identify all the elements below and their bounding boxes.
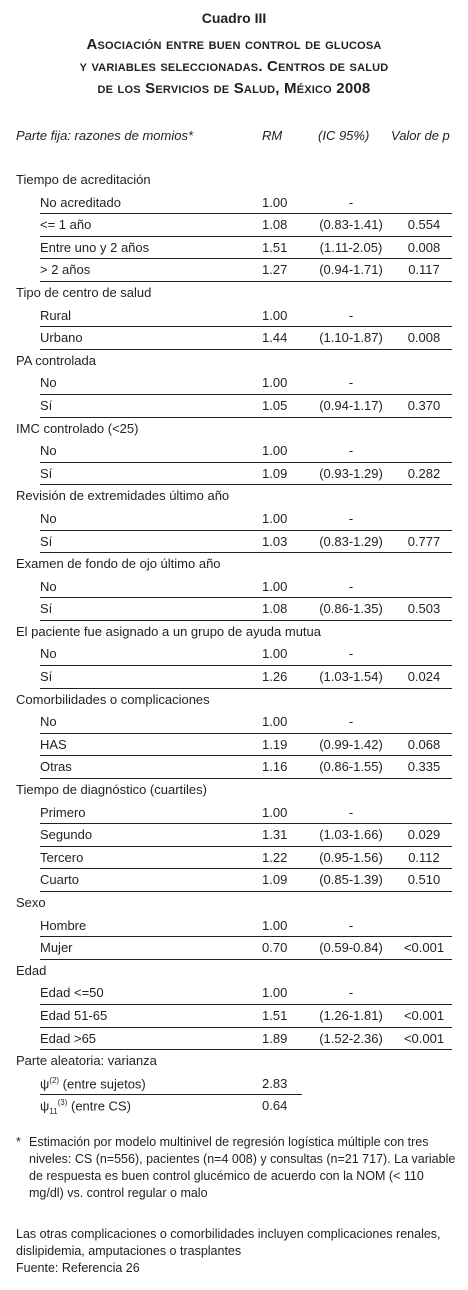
row-label: Segundo [40, 827, 93, 843]
rm-value: 1.00 [262, 714, 288, 730]
ci-value: (1.03-1.54) [319, 669, 383, 685]
p-value: <0.001 [403, 1007, 445, 1023]
table-row [0, 915, 468, 938]
group-row [0, 418, 468, 441]
group-label: Comorbilidades o complicaciones [16, 691, 210, 707]
row-label: Rural [40, 307, 72, 323]
p-value: 0.510 [407, 872, 441, 888]
psi-subscript: 11 [49, 1107, 58, 1117]
group-label: Sexo [16, 895, 46, 910]
table-row [0, 237, 468, 260]
rm-value: 1.51 [262, 1007, 288, 1023]
rm-value: 1.00 [262, 804, 288, 820]
group-row [0, 350, 468, 373]
table-row [0, 824, 468, 847]
table-number: Cuadro III [201, 10, 267, 26]
ci-value: - [348, 510, 354, 526]
rm-value: 1.00 [262, 646, 288, 662]
footnote-model-text: Estimación por modelo multinivel de regresión logística múltiple con tres niveles: CS (n=556), pacientes (n=4 008) y consultas (n=21 717). La variable de respuesta es buen control glucémico de acuerdo con la NOM (< 110 mg/dl) vs. control regular o malo [29, 1135, 456, 1200]
header-ic: (IC 95%) [318, 128, 370, 143]
group-label: Examen de fondo de ojo último año [16, 556, 221, 572]
group-row [0, 779, 468, 802]
group-label: Tipo de centro de salud [16, 284, 152, 300]
table-row [0, 1073, 468, 1096]
rm-value: 1.00 [262, 985, 288, 1001]
p-value: 0.370 [407, 397, 441, 413]
rm-value: 1.26 [262, 669, 288, 685]
group-label: Edad [16, 962, 47, 978]
rm-value: 1.09 [262, 872, 288, 888]
row-label: > 2 años [40, 262, 91, 278]
rm-value: 1.00 [262, 510, 288, 526]
p-value: 0.008 [407, 330, 441, 346]
ci-value: - [348, 443, 354, 459]
ci-value: (0.93-1.29) [319, 465, 383, 481]
row-label: No [40, 646, 57, 662]
rm-value: 1.03 [262, 533, 288, 549]
row-label: Entre uno y 2 años [40, 239, 150, 255]
rm-value: 1.89 [262, 1030, 288, 1046]
table-row [0, 756, 468, 779]
p-value: 0.554 [407, 217, 441, 233]
rm-value: 1.08 [262, 217, 288, 233]
group-label: Tiempo de acreditación [16, 172, 151, 187]
footnote-complications: Las otras complicaciones o comorbilidades incluyen complicaciones renales, dislipidemia, amputaciones o trasplantes [16, 1227, 441, 1258]
row-label: No [40, 375, 57, 391]
group-label: Parte aleatoria: varianza [16, 1053, 157, 1069]
table-row [0, 327, 468, 350]
p-value: <0.001 [403, 1030, 445, 1046]
rm-value: 1.00 [262, 578, 288, 594]
rm-value: 0.64 [262, 1098, 288, 1114]
ci-value: (1.11-2.05) [319, 239, 383, 255]
table-row [0, 1095, 468, 1118]
p-value: 0.008 [407, 239, 441, 255]
footnote-star: * [16, 1135, 21, 1149]
row-label: HAS [40, 736, 67, 752]
table-row [0, 214, 468, 237]
ci-value: - [348, 714, 354, 730]
table-row [0, 1005, 468, 1028]
ci-value: (1.03-1.66) [319, 827, 383, 843]
rm-value: 1.00 [262, 194, 288, 210]
psi-superscript: (2) [49, 1075, 60, 1085]
group-row [0, 960, 468, 983]
rm-value: 1.27 [262, 262, 288, 278]
table-row [0, 869, 468, 892]
rm-value: 2.83 [262, 1075, 288, 1091]
table-row [0, 305, 468, 328]
p-value: 0.068 [407, 736, 441, 752]
footnote-source: Fuente: Referencia 26 [16, 1261, 140, 1275]
table-header [0, 128, 468, 148]
table-row [0, 1028, 468, 1051]
table-row [0, 982, 468, 1005]
p-value: <0.001 [403, 940, 445, 956]
rm-value: 1.00 [262, 375, 288, 391]
table-row [0, 372, 468, 395]
table-row [0, 463, 468, 486]
row-label: Sí [40, 397, 53, 413]
group-row [0, 689, 468, 712]
group-row [0, 621, 468, 644]
rm-value: 1.00 [262, 917, 288, 933]
table-row [0, 259, 468, 282]
ci-value: (1.52-2.36) [319, 1030, 383, 1046]
p-value: 0.503 [407, 601, 441, 617]
rm-value: 1.00 [262, 307, 288, 323]
row-label: Sí [40, 465, 53, 481]
table-row [0, 734, 468, 757]
variance-label [40, 1098, 131, 1116]
table-row [0, 711, 468, 734]
header-label: Parte fija: razones de momios* [16, 128, 194, 143]
rm-value: 1.22 [262, 849, 288, 865]
ci-value: (1.26-1.81) [319, 1007, 383, 1023]
table-row [0, 440, 468, 463]
ci-value: - [348, 804, 354, 820]
ci-value: - [348, 307, 354, 323]
ci-value: (0.95-1.56) [319, 849, 383, 865]
footnote-model [16, 1134, 456, 1202]
table-row [0, 847, 468, 870]
rm-value: 1.31 [262, 827, 288, 843]
group-row [0, 1050, 468, 1073]
results-table [0, 169, 468, 1118]
header-p: Valor de p [391, 128, 450, 143]
ci-value: - [348, 646, 354, 662]
row-label: Sí [40, 601, 53, 617]
p-value: 0.335 [407, 759, 441, 775]
row-label: No acreditado [40, 194, 121, 210]
table-row [0, 643, 468, 666]
rm-value: 0.70 [262, 940, 288, 956]
row-label: No [40, 443, 57, 459]
table-row [0, 531, 468, 554]
row-label: No [40, 714, 57, 730]
rm-value: 1.16 [262, 759, 288, 775]
row-label: Hombre [40, 917, 87, 933]
group-row [0, 892, 468, 915]
ci-value: (0.94-1.17) [319, 397, 383, 413]
table-row [0, 666, 468, 689]
row-label: Edad <=50 [40, 985, 104, 1001]
row-label: Sí [40, 533, 53, 549]
table-row [0, 802, 468, 825]
row-label: Cuarto [40, 872, 80, 888]
row-label: Edad 51-65 [40, 1007, 108, 1023]
p-value: 0.117 [408, 262, 440, 278]
variance-text: (entre sujetos) [59, 1076, 146, 1092]
row-label: Mujer [40, 940, 73, 956]
ci-value: (0.99-1.42) [319, 736, 383, 752]
ci-value: (1.10-1.87) [319, 330, 383, 346]
group-label: Tiempo de diagnóstico (cuartiles) [16, 782, 207, 798]
rm-value: 1.09 [262, 465, 288, 481]
group-row [0, 169, 468, 192]
table-row [0, 192, 468, 215]
ci-value: - [348, 375, 354, 391]
ci-value: - [348, 578, 354, 594]
p-value: 0.029 [407, 827, 441, 843]
p-value: 0.282 [407, 465, 441, 481]
table-row [0, 395, 468, 418]
ci-value: (0.86-1.35) [319, 601, 383, 617]
ci-value: (0.94-1.71) [319, 262, 383, 278]
variance-label [40, 1076, 146, 1091]
rm-value: 1.51 [262, 239, 288, 255]
table-row [0, 576, 468, 599]
table-row [0, 508, 468, 531]
rm-value: 1.08 [262, 601, 288, 617]
row-label: <= 1 año [40, 217, 92, 233]
ci-value: (0.85-1.39) [319, 872, 383, 888]
p-value: 0.112 [408, 849, 440, 865]
variance-text: (entre CS) [67, 1098, 131, 1114]
p-value: 0.777 [407, 533, 441, 549]
psi-symbol: ψ [40, 1076, 50, 1092]
rm-value: 1.44 [262, 330, 288, 346]
table-row [0, 598, 468, 621]
group-label: Revisión de extremidades último año [16, 488, 230, 504]
rm-value: 1.19 [262, 736, 288, 752]
group-row [0, 553, 468, 576]
ci-value: (0.59-0.84) [319, 940, 383, 956]
ci-value: - [348, 985, 354, 1001]
row-label: Sí [40, 669, 53, 685]
header-rm: RM [262, 128, 283, 143]
group-label: IMC controlado (<25) [16, 420, 139, 436]
title-line-1: Asociación entre buen control de glucosa [86, 36, 382, 53]
ci-value: (0.86-1.55) [319, 759, 383, 775]
table-row [0, 937, 468, 960]
group-row [0, 282, 468, 305]
ci-value: (0.83-1.29) [319, 533, 383, 549]
group-label: El paciente fue asignado a un grupo de ayuda mutua [16, 623, 322, 639]
rm-value: 1.00 [262, 443, 288, 459]
ci-value: (0.83-1.41) [319, 217, 383, 233]
row-label: Edad >65 [40, 1030, 97, 1046]
row-label: Tercero [40, 849, 84, 865]
ci-value: - [348, 917, 354, 933]
row-label: Primero [40, 804, 86, 820]
row-label: No [40, 578, 57, 594]
table-title [0, 34, 468, 100]
row-label: Otras [40, 759, 72, 775]
ci-value: - [348, 194, 354, 210]
title-line-3: de los Servicios de Salud, México 2008 [97, 80, 371, 97]
group-row [0, 485, 468, 508]
psi-symbol: ψ [40, 1098, 50, 1114]
p-value: 0.024 [407, 669, 441, 685]
title-line-2: y variables seleccionadas. Centros de salud [79, 58, 389, 75]
row-label: Urbano [40, 330, 83, 346]
row-label: No [40, 510, 57, 526]
group-label: PA controlada [16, 352, 96, 368]
rm-value: 1.05 [262, 397, 288, 413]
psi-superscript: (3) [57, 1098, 68, 1108]
footnotes-extra [16, 1226, 461, 1277]
